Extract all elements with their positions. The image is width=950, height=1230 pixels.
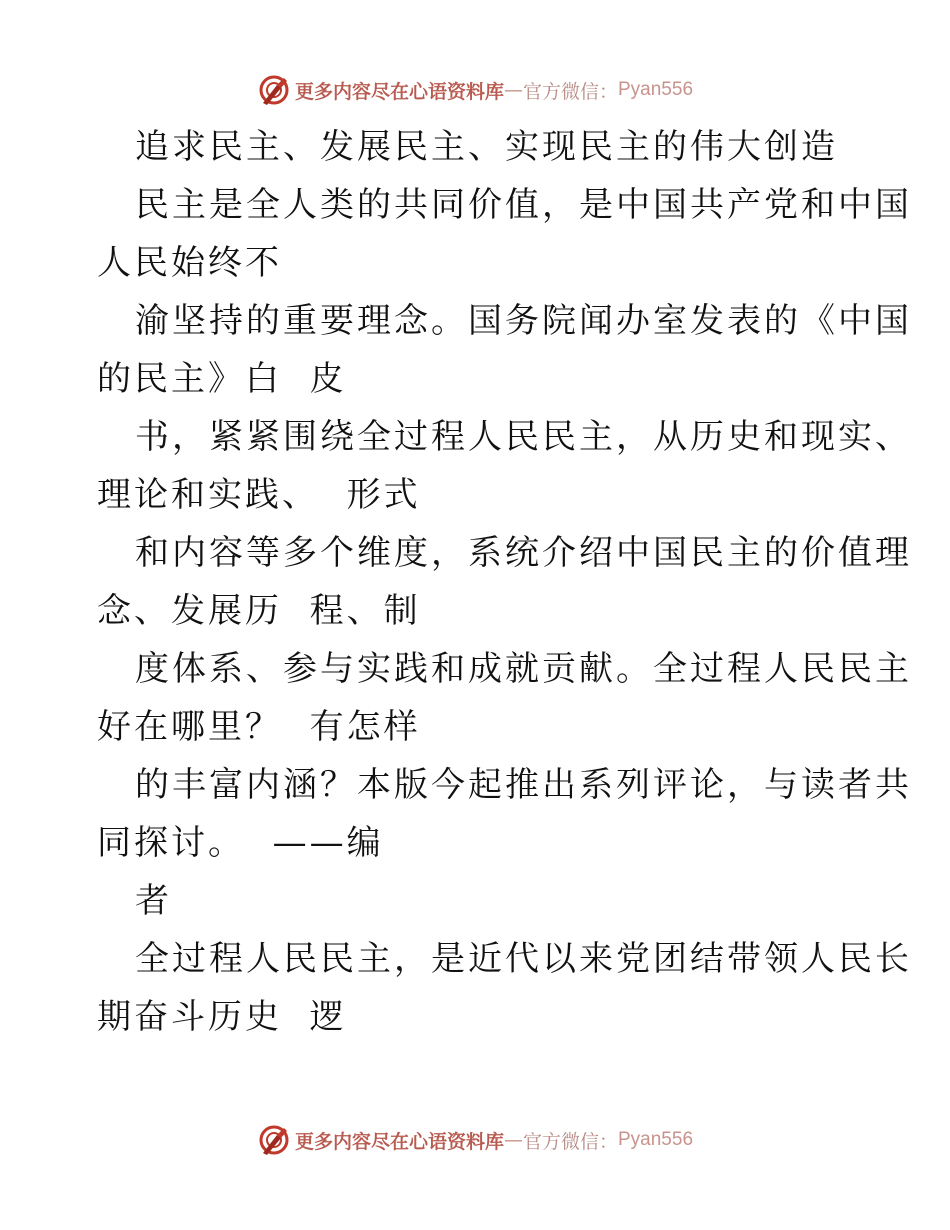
- footer-wechat-id: Pyan556: [618, 1129, 694, 1150]
- body-line: 的丰富内涵？本版今起推出系列评论，与读者共: [135, 765, 912, 805]
- body-line: 全过程人民民主，是近代以来党团结带领人民长: [135, 939, 912, 979]
- header-wechat-label: 官方微信：: [522, 80, 618, 103]
- body-line: 渝坚持的重要理念。国务院闻办室发表的《中国: [135, 301, 912, 341]
- header-wechat-id: Pyan556: [618, 79, 694, 100]
- footer-dash: —: [503, 1129, 523, 1151]
- header-banner: [0, 70, 950, 110]
- body-line: 理论和实践、 形式: [97, 475, 421, 515]
- footer-brand-text: 更多内容尽在心语资料库: [294, 1130, 504, 1153]
- pen-logo-icon: [257, 73, 291, 107]
- body-line: 民主是全人类的共同价值，是中国共产党和中国: [135, 185, 912, 225]
- footer-banner: [0, 1120, 950, 1160]
- body-line: 同探讨。 ——编: [97, 823, 384, 863]
- body-line: 期奋斗历史 逻: [97, 997, 347, 1037]
- body-line: 好在哪里？ 有怎样: [97, 707, 421, 747]
- body-line: 人民始终不: [97, 243, 282, 283]
- body-line: 追求民主、发展民主、实现民主的伟大创造: [135, 127, 838, 167]
- body-line: 书，紧紧围绕全过程人民民主，从历史和现实、: [135, 417, 912, 457]
- body-line: 念、发展历 程、制: [97, 591, 421, 631]
- pen-logo-icon: [257, 1123, 291, 1157]
- body-line: 的民主》白 皮: [97, 359, 347, 399]
- body-line: 度体系、参与实践和成就贡献。全过程人民民主: [135, 649, 912, 689]
- footer-wechat-label: 官方微信：: [522, 1130, 618, 1153]
- header-brand-text: 更多内容尽在心语资料库: [294, 80, 504, 103]
- body-line: 和内容等多个维度，系统介绍中国民主的价值理: [135, 533, 912, 573]
- header-dash: —: [503, 79, 523, 101]
- body-line: 者: [135, 881, 172, 921]
